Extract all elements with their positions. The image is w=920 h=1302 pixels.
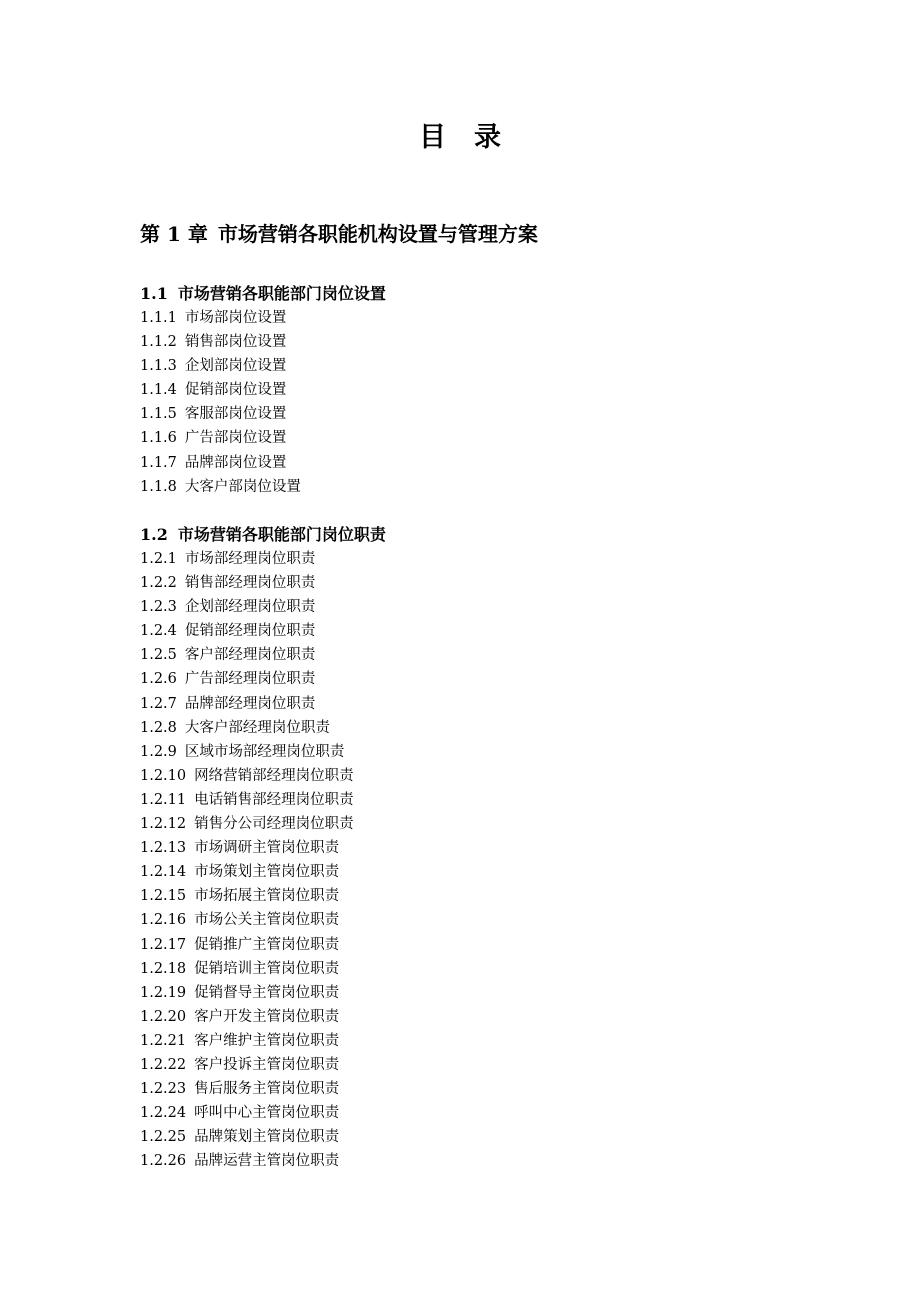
entry-number: 1.2.22 (140, 1056, 187, 1073)
entry-title: 品牌策划主管岗位职责 (194, 1129, 340, 1146)
entry-title: 电话销售部经理岗位职责 (194, 791, 354, 808)
entry-title: 客户开发主管岗位职责 (194, 1008, 340, 1025)
entry-title: 售后服务主管岗位职责 (194, 1081, 340, 1098)
entry-number: 1.1.4 (140, 382, 177, 399)
entry-title: 销售部岗位设置 (184, 334, 287, 351)
entry-title: 企划部岗位设置 (184, 358, 287, 375)
section-heading-1-1[interactable] (140, 282, 386, 306)
toc-list-1-2 (140, 547, 354, 1173)
toc-entry[interactable] (140, 426, 301, 450)
section-number: 1.1 (140, 284, 168, 303)
entry-number: 1.2.13 (140, 840, 187, 857)
section-heading-1-2[interactable] (140, 523, 386, 547)
entry-title: 市场公关主管岗位职责 (194, 912, 340, 929)
toc-entry[interactable] (140, 619, 354, 643)
entry-number: 1.2.24 (140, 1105, 187, 1122)
entry-number: 1.2.5 (140, 647, 177, 664)
entry-number: 1.2.17 (140, 936, 187, 953)
toc-entry[interactable] (140, 764, 354, 788)
entry-number: 1.1.7 (140, 454, 177, 471)
entry-title: 企划部经理岗位职责 (184, 599, 316, 616)
entry-number: 1.2.15 (140, 888, 187, 905)
entry-number: 1.1.2 (140, 334, 177, 351)
toc-entry[interactable] (140, 595, 354, 619)
entry-title: 促销部岗位设置 (184, 382, 287, 399)
entry-title: 大客户部岗位设置 (184, 478, 301, 495)
toc-entry[interactable] (140, 1101, 354, 1125)
entry-number: 1.1.3 (140, 358, 177, 375)
toc-entry[interactable] (140, 908, 354, 932)
toc-entry[interactable] (140, 571, 354, 595)
entry-title: 客户投诉主管岗位职责 (194, 1056, 340, 1073)
toc-entry[interactable] (140, 667, 354, 691)
entry-number: 1.2.4 (140, 623, 177, 640)
entry-title: 网络营销部经理岗位职责 (194, 767, 354, 784)
toc-entry[interactable] (140, 957, 354, 981)
section-title: 市场营销各职能部门岗位设置 (177, 284, 386, 303)
toc-entry[interactable] (140, 643, 354, 667)
entry-number: 1.2.20 (140, 1008, 187, 1025)
toc-entry[interactable] (140, 836, 354, 860)
entry-title: 促销督导主管岗位职责 (194, 984, 340, 1001)
entry-number: 1.2.16 (140, 912, 187, 929)
entry-number: 1.2.2 (140, 575, 177, 592)
toc-entry[interactable] (140, 788, 354, 812)
toc-entry[interactable] (140, 740, 354, 764)
toc-entry[interactable] (140, 475, 301, 499)
toc-entry[interactable] (140, 306, 301, 330)
toc-entry[interactable] (140, 1125, 354, 1149)
toc-entry[interactable] (140, 716, 354, 740)
entry-title: 促销培训主管岗位职责 (194, 960, 340, 977)
toc-entry[interactable] (140, 1077, 354, 1101)
toc-list-1-1 (140, 306, 301, 499)
toc-entry[interactable] (140, 812, 354, 836)
entry-title: 广告部岗位设置 (184, 430, 287, 447)
entry-number: 1.2.19 (140, 984, 187, 1001)
entry-title: 销售部经理岗位职责 (184, 575, 316, 592)
toc-entry[interactable] (140, 1005, 354, 1029)
toc-entry[interactable] (140, 1029, 354, 1053)
toc-entry[interactable] (140, 884, 354, 908)
entry-title: 市场拓展主管岗位职责 (194, 888, 340, 905)
toc-entry[interactable] (140, 860, 354, 884)
entry-number: 1.2.1 (140, 551, 177, 567)
entry-title: 市场部岗位设置 (184, 310, 287, 326)
toc-entry[interactable] (140, 378, 301, 402)
chapter-heading[interactable] (140, 219, 538, 249)
entry-title: 品牌运营主管岗位职责 (194, 1153, 340, 1170)
toc-entry[interactable] (140, 402, 301, 426)
toc-entry[interactable] (140, 1149, 354, 1173)
entry-number: 1.2.10 (140, 767, 187, 784)
entry-number: 1.2.8 (140, 719, 177, 736)
page-title: 目录 (419, 122, 529, 153)
entry-title: 广告部经理岗位职责 (184, 671, 316, 688)
entry-title: 销售分公司经理岗位职责 (194, 816, 354, 833)
entry-number: 1.2.25 (140, 1129, 187, 1146)
toc-entry[interactable] (140, 692, 354, 716)
entry-title: 客服部岗位设置 (184, 406, 287, 423)
entry-title: 大客户部经理岗位职责 (184, 719, 330, 736)
entry-number: 1.2.14 (140, 864, 187, 881)
toc-entry[interactable] (140, 451, 301, 475)
entry-title: 呼叫中心主管岗位职责 (194, 1105, 340, 1122)
entry-title: 品牌部经理岗位职责 (184, 695, 316, 712)
entry-number: 1.2.3 (140, 599, 177, 616)
toc-entry[interactable] (140, 354, 301, 378)
entry-title: 市场调研主管岗位职责 (194, 840, 340, 857)
entry-number: 1.1.1 (140, 310, 177, 326)
toc-entry[interactable] (140, 547, 354, 571)
entry-number: 1.1.8 (140, 478, 177, 495)
entry-title: 市场部经理岗位职责 (184, 551, 316, 567)
toc-entry[interactable] (140, 933, 354, 957)
entry-title: 客户部经理岗位职责 (184, 647, 316, 664)
toc-entry[interactable] (140, 1053, 354, 1077)
entry-title: 区域市场部经理岗位职责 (184, 743, 345, 760)
chapter-title: 市场营销各职能机构设置与管理方案 (217, 222, 538, 246)
toc-entry[interactable] (140, 330, 301, 354)
entry-number: 1.1.5 (140, 406, 177, 423)
entry-number: 1.2.9 (140, 743, 177, 760)
entry-number: 1.2.21 (140, 1032, 187, 1049)
chapter-number: 第 1 章 (140, 222, 208, 246)
entry-number: 1.2.26 (140, 1153, 187, 1170)
section-number: 1.2 (140, 525, 168, 544)
entry-title: 客户维护主管岗位职责 (194, 1032, 340, 1049)
entry-number: 1.2.11 (140, 791, 187, 808)
entry-title: 品牌部岗位设置 (184, 454, 287, 471)
entry-number: 1.1.6 (140, 430, 177, 447)
entry-number: 1.2.6 (140, 671, 177, 688)
entry-title: 市场策划主管岗位职责 (194, 864, 340, 881)
entry-title: 促销部经理岗位职责 (184, 623, 316, 640)
entry-number: 1.2.7 (140, 695, 177, 712)
entry-number: 1.2.23 (140, 1081, 187, 1098)
toc-entry[interactable] (140, 981, 354, 1005)
entry-title: 促销推广主管岗位职责 (194, 936, 340, 953)
entry-number: 1.2.12 (140, 816, 187, 833)
section-title: 市场营销各职能部门岗位职责 (177, 525, 386, 544)
entry-number: 1.2.18 (140, 960, 187, 977)
